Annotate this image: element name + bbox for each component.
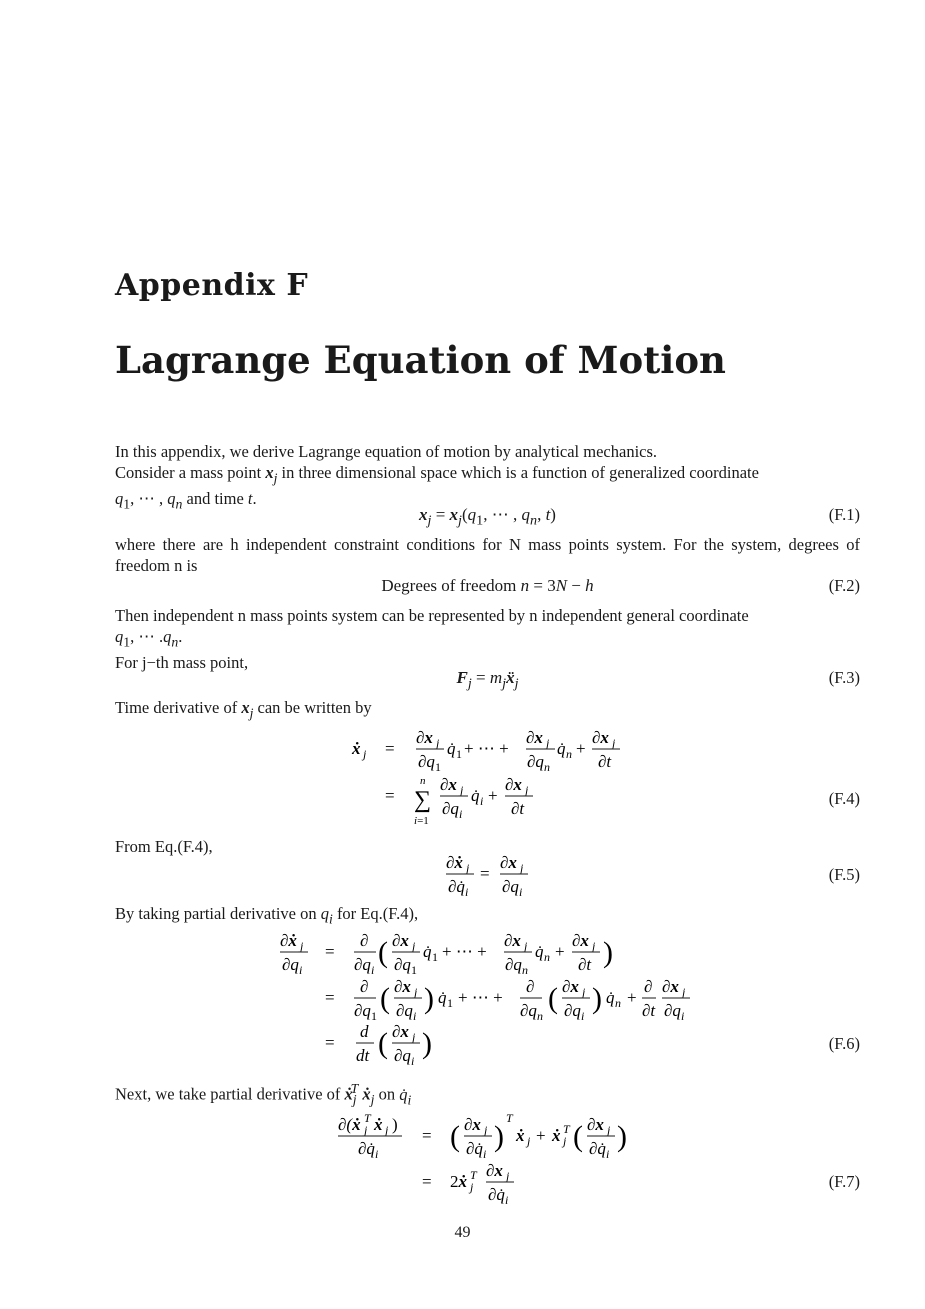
svg-text:j: j [520, 861, 524, 875]
svg-text:i: i [505, 1193, 509, 1205]
equation-f2-text: Degrees of freedom [381, 576, 517, 595]
svg-text:∂q: ∂q [396, 1001, 413, 1020]
svg-text:j: j [364, 1123, 368, 1137]
svg-text:q̇: q̇ [535, 942, 544, 961]
svg-text:∂q: ∂q [282, 955, 299, 974]
svg-text:q̇: q̇ [423, 942, 432, 961]
svg-text:j: j [525, 783, 529, 797]
svg-text:): ) [617, 1120, 627, 1153]
svg-text:∂x: ∂x [526, 728, 543, 747]
svg-text:∂q: ∂q [442, 799, 459, 818]
svg-text:∑: ∑ [414, 787, 432, 813]
svg-text:1: 1 [447, 996, 453, 1010]
svg-text:∂: ∂ [360, 931, 369, 950]
paragraph-9a: Next, we take partial derivative of [115, 1084, 341, 1104]
svg-text:=: = [422, 1172, 432, 1191]
paragraph-4: Then independent n mass points system can be represented by n independent general coordinate [115, 606, 749, 625]
svg-text:∂q: ∂q [664, 1001, 681, 1020]
svg-text:+ ⋯ +: + ⋯ + [458, 988, 503, 1007]
svg-text:+: + [627, 988, 637, 1007]
svg-text:ẋ: ẋ [374, 1115, 383, 1134]
svg-text:1: 1 [435, 760, 441, 774]
svg-text:∂q̇: ∂q̇ [358, 1139, 375, 1158]
svg-text:(: ( [378, 936, 388, 969]
svg-text:j: j [524, 939, 528, 953]
svg-text:=: = [385, 786, 395, 805]
equation-number: (F.2) [828, 576, 860, 595]
svg-text:∂: ∂ [360, 977, 369, 996]
svg-text:): ) [494, 1120, 504, 1153]
svg-text:i: i [459, 807, 463, 821]
svg-text:∂x: ∂x [662, 977, 679, 996]
svg-text:=: = [480, 864, 490, 883]
svg-text:n: n [566, 747, 572, 761]
svg-text:∂ẋ: ∂ẋ [280, 931, 297, 950]
svg-text:∂x: ∂x [505, 775, 522, 794]
svg-text:ẋ: ẋ [552, 1126, 561, 1145]
svg-text:i: i [483, 1147, 487, 1161]
svg-text:1: 1 [371, 1009, 377, 1023]
svg-text:i: i [606, 1147, 610, 1161]
svg-text:∂q: ∂q [564, 1001, 581, 1020]
svg-text:j: j [363, 747, 367, 761]
svg-text:∂x: ∂x [587, 1115, 604, 1134]
svg-text:∂: ∂ [644, 977, 653, 996]
equation-number: (F.6) [828, 1034, 860, 1053]
svg-text:i: i [581, 1009, 585, 1023]
page-number: 49 [454, 1224, 471, 1241]
equation-number: (F.7) [828, 1172, 860, 1191]
svg-text:(: ( [573, 1120, 583, 1153]
equation-number: (F.1) [828, 505, 860, 524]
svg-text:∂t: ∂t [511, 799, 525, 818]
paragraph-5: For j−th mass point, [115, 653, 249, 673]
svg-text:∂q̇: ∂q̇ [488, 1185, 505, 1204]
svg-text:=: = [325, 942, 335, 961]
svg-text:j: j [484, 1123, 488, 1137]
svg-text:q̇: q̇ [447, 739, 456, 758]
svg-text:∂x: ∂x [562, 977, 579, 996]
svg-text:): ) [424, 982, 434, 1015]
svg-text:j: j [612, 736, 616, 750]
svg-text:i: i [375, 1147, 379, 1161]
paragraph-intro-text: In this appendix, we derive Lagrange equation of motion by analytical mechanics. [115, 442, 658, 461]
svg-text:=: = [422, 1126, 432, 1145]
svg-text:q̇: q̇ [557, 739, 566, 758]
paragraph-8a: By taking partial derivative on [115, 904, 317, 923]
svg-text:j: j [682, 985, 686, 999]
svg-text:dt: dt [356, 1046, 370, 1065]
svg-text:i: i [465, 885, 469, 898]
svg-text:): ) [422, 1027, 432, 1060]
svg-text:i: i [519, 885, 523, 898]
svg-text:(: ( [380, 982, 390, 1015]
svg-text:(: ( [548, 982, 558, 1015]
svg-text:∂x: ∂x [392, 931, 409, 950]
paragraph-from-f4: From Eq.(F.4), [115, 837, 213, 856]
svg-text:j: j [470, 1180, 474, 1194]
svg-text:∂: ∂ [526, 977, 535, 996]
svg-text:): ) [392, 1115, 398, 1134]
svg-text:q̇: q̇ [606, 988, 615, 1007]
svg-text:=: = [325, 1033, 335, 1052]
equation-f2: Degrees of freedom n = 3N − h (F.2) [381, 576, 860, 595]
svg-text:j: j [466, 861, 470, 875]
svg-text:∂t: ∂t [578, 955, 592, 974]
equation-f7 [330, 1110, 650, 1205]
svg-text:j: j [546, 736, 550, 750]
svg-text:1: 1 [411, 963, 417, 977]
paragraph-constraints: where there are h independent constraint conditions for N mass points system. For the system, degrees of freedom n is [115, 535, 860, 575]
svg-text:∂q̇: ∂q̇ [448, 877, 465, 896]
svg-text:∂q: ∂q [520, 1001, 537, 1020]
svg-text:=: = [325, 988, 335, 1007]
equation-f3: $F_j$ = $m_jẍ_j$ (F.3) [456, 668, 860, 692]
svg-text:1: 1 [456, 747, 462, 761]
paragraph-8b: for Eq.(F.4), [336, 904, 419, 923]
equation-f6 [270, 928, 710, 1073]
svg-text:j: j [300, 939, 304, 953]
svg-text:T: T [563, 1122, 570, 1136]
svg-text:∂q: ∂q [418, 752, 435, 771]
svg-text:∂x: ∂x [592, 728, 609, 747]
svg-text:+ ⋯ +: + ⋯ + [442, 942, 487, 961]
svg-text:∂x: ∂x [416, 728, 433, 747]
svg-text:+: + [536, 1126, 546, 1145]
svg-text:i: i [480, 794, 484, 808]
equation-number: (F.4) [828, 789, 860, 808]
svg-text:∂q: ∂q [394, 1046, 411, 1065]
paragraph-6a: Time derivative of [115, 698, 238, 717]
svg-text:∂q: ∂q [505, 955, 522, 974]
svg-text:1: 1 [432, 950, 438, 964]
svg-text:j: j [563, 1134, 567, 1148]
equation-f1: $x_j = x_j(q_1$, ⋯ , $q_n$, t) (F.1) [419, 505, 860, 529]
svg-text:j: j [412, 1030, 416, 1044]
svg-text:T: T [364, 1111, 371, 1125]
svg-text:j: j [607, 1123, 611, 1137]
paragraph-6b: can be written by [257, 698, 372, 717]
svg-text:∂x: ∂x [392, 1022, 409, 1041]
svg-text:∂x: ∂x [572, 931, 589, 950]
paragraph-2b: in three dimensional space which is a function of generalized coordinate [281, 463, 759, 482]
svg-text:j: j [582, 985, 586, 999]
svg-text:d: d [360, 1022, 369, 1041]
svg-text:T: T [506, 1111, 513, 1125]
svg-text:j: j [414, 985, 418, 999]
svg-text:ẋ: ẋ [352, 739, 361, 758]
svg-text:n: n [537, 1009, 543, 1023]
svg-text:n: n [544, 950, 550, 964]
svg-text:∂q: ∂q [502, 877, 519, 896]
svg-text:∂x: ∂x [500, 853, 517, 872]
svg-text:j: j [412, 939, 416, 953]
chapter-title: Lagrange Equation of Motion [115, 338, 726, 382]
equation-f4 [330, 725, 650, 830]
svg-text:∂q: ∂q [527, 752, 544, 771]
svg-text:j: j [592, 939, 596, 953]
equation-f5 [440, 850, 540, 898]
svg-text:j: j [506, 1169, 510, 1183]
svg-text:(: ( [378, 1027, 388, 1060]
svg-text:i=1: i=1 [414, 815, 429, 827]
svg-text:2ẋ: 2ẋ [450, 1172, 467, 1191]
svg-text:+: + [555, 942, 565, 961]
svg-text:T: T [470, 1168, 477, 1182]
svg-text:∂q: ∂q [354, 955, 371, 974]
paragraph-partial-derivative: By taking partial derivative on $q_i$ for Eq.(F.4), [115, 904, 419, 927]
svg-text:+: + [488, 786, 498, 805]
svg-text:+ ⋯ +: + ⋯ + [464, 739, 509, 758]
svg-text:(: ( [450, 1120, 460, 1153]
svg-text:j: j [527, 1134, 531, 1148]
svg-text:n: n [544, 760, 550, 774]
svg-text:∂ẋ: ∂ẋ [446, 853, 463, 872]
svg-text:∂x: ∂x [504, 931, 521, 950]
svg-text:i: i [681, 1009, 685, 1023]
svg-text:∂x: ∂x [394, 977, 411, 996]
paragraph-2a: Consider a mass point [115, 463, 262, 482]
paragraph-intro: In this appendix, we derive Lagrange equation of motion by analytical mechanics. Consider a mass point $x_j$ in three dimensional space which is a function of generalized coordinate $q_1$, ⋯ , $q_n$ and time t. [115, 442, 759, 512]
svg-text:ẋ: ẋ [516, 1126, 525, 1145]
svg-text:n: n [522, 963, 528, 977]
svg-text:∂q̇: ∂q̇ [466, 1139, 483, 1158]
svg-text:j: j [436, 736, 440, 750]
svg-text:q̇: q̇ [471, 786, 480, 805]
svg-text:i: i [413, 1009, 417, 1023]
svg-text:∂(ẋ: ∂(ẋ [338, 1115, 361, 1134]
svg-text:j: j [460, 783, 464, 797]
svg-text:∂x: ∂x [486, 1161, 503, 1180]
svg-text:j: j [385, 1123, 389, 1137]
appendix-label: Appendix F [115, 268, 309, 303]
svg-text:i: i [411, 1054, 415, 1068]
svg-text:i: i [299, 963, 303, 977]
svg-text:): ) [592, 982, 602, 1015]
svg-text:): ) [603, 936, 613, 969]
svg-text:∂x: ∂x [440, 775, 457, 794]
svg-text:∂t: ∂t [598, 752, 612, 771]
svg-text:=: = [385, 739, 395, 758]
svg-text:i: i [371, 963, 375, 977]
paragraph-9b: on [378, 1084, 396, 1104]
svg-text:∂t: ∂t [642, 1001, 656, 1020]
svg-text:∂q: ∂q [354, 1001, 371, 1020]
paragraph-coordinates: Then independent n mass points system can be represented by n independent general coordinate $q_1$, ⋯ $.q_n$. For j−th mass point, [115, 606, 749, 673]
svg-text:+: + [576, 739, 586, 758]
svg-text:∂x: ∂x [464, 1115, 481, 1134]
equation-number: (F.3) [828, 668, 860, 687]
paragraph-time-derivative: Time derivative of $x_j$ can be written by [115, 698, 372, 721]
paragraph-next: Next, we take partial derivative of ẋ$_j^T$ ẋ$_j$ on $q̇_i$ [115, 1081, 412, 1107]
equation-number: (F.5) [828, 865, 860, 884]
svg-text:q̇: q̇ [438, 988, 447, 1007]
svg-text:∂q: ∂q [394, 955, 411, 974]
svg-text:n: n [420, 775, 426, 787]
svg-text:n: n [615, 996, 621, 1010]
paragraph-2c: and time [186, 489, 244, 509]
svg-text:∂q̇: ∂q̇ [589, 1139, 606, 1158]
